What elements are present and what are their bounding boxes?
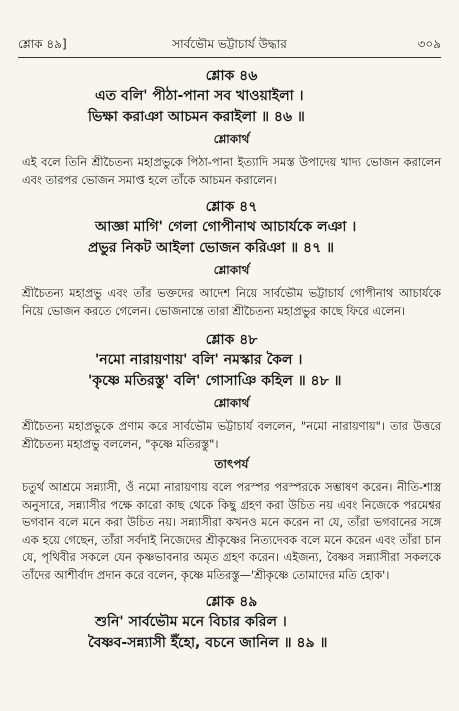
page-content xyxy=(22,66,441,654)
translation-label-47: শ্লোকার্থ xyxy=(213,263,250,277)
verse-heading-46: শ্লোক ৪৬ xyxy=(205,68,258,84)
header-chapter-title: সার্বভৌম ভট্টাচার্য উদ্ধার xyxy=(172,37,287,51)
translation-label-46: শ্লোকার্থ xyxy=(213,132,250,146)
page-number: ৩০৯ xyxy=(417,37,441,51)
verse-49-line-1: শুনি' সার্বভৌম মনে বিচার করিল । xyxy=(95,614,287,630)
verse-47-line-1: আজ্ঞা মাগি' গেলা গোপীনাথ আচার্যকে লঞা । xyxy=(95,219,357,235)
verse-heading-48: শ্লোক ৪৮ xyxy=(205,332,258,348)
purport-48: চতুর্থ আশ্রমে সন্ন্যাসী, ওঁ নমো নারায়ণায় বলে পরস্পর পরস্পরকে সম্ভাষণ করেন। নীতি-শাস্ত্র অনুসারে, সন্ন্যাসীর পক্ষে কারো কাছ থেকে কিছু গ্রহণ করা উচিত নয় এবং নিজেকে পরমেশ্বর ভগবান বলে মনে করা উচিত নয়। সন্ন্যাসীরা কখনও মনে করেন না যে, তাঁরা ভগবানের সঙ্গে এক হয়ে গেছেন, তাঁরা সর্বদাই নিজেদের শ্রীকৃষ্ণের নিত্যদেবক বলে মনে করেন এবং তাঁরা চান যে, পৃথিবীর সকলে যেন কৃষ্ণভাবনার অমৃত গ্রহণ করেন। এইজন্য, বৈষ্ণব সন্ন্যাসীরা সকলকে তাঁদের আশীর্বাদ প্রদান করে বলেন, কৃষ্ণে মতিরস্তু—'শ্রীকৃষ্ণে তোমাদের মতি হোক'। xyxy=(22,480,441,582)
header-verse-ref: শ্লোক ৪৯] xyxy=(18,37,67,51)
translation-47: শ্রীচৈতন্য মহাপ্রভু এবং তাঁর ভক্তদের আদেশ নিয়ে সার্বভৌম ভট্টাচার্য গোপীনাথ আচার্যকে নিয়ে ভোজন করতে গেলেন। ভোজনান্তে তারা শ্রীচৈতন্য মহাপ্রভুর কাছে ফিরে এলেন। xyxy=(22,286,441,318)
translation-48: শ্রীচৈতন্য মহাপ্রভুকে প্রণাম করে সার্বভৌম ভট্টাচার্য বললেন, "নমো নারায়ণায়"। তার উত্তরে শ্রীচৈতন্য মহাপ্রভু বললেন, "কৃষ্ণে মতিরস্তু"। xyxy=(22,419,441,451)
header-rule xyxy=(18,57,441,58)
verse-48-line-2: 'কৃষ্ণে মতিরস্তু' বলি' গোসাঞি কহিল ॥ ৪৮ ॥ xyxy=(88,373,342,389)
verse-heading-49: শ্লোক ৪৯ xyxy=(205,594,258,610)
page-header xyxy=(18,36,441,56)
verse-46-line-1: এত বলি' পীঠা-পানা সব খাওয়াইলা । xyxy=(95,88,304,104)
verse-47-line-2: প্রভুর নিকট আইলা ভোজন করিঞা ॥ ৪৭ ॥ xyxy=(88,240,335,256)
purport-label-48: তাৎপর্য xyxy=(214,457,249,471)
verse-heading-47: শ্লোক ৪৭ xyxy=(205,199,258,215)
verse-46-line-2: ভিক্ষা করাঞা আচমন করাইলা ॥ ৪৬ ॥ xyxy=(88,109,305,125)
verse-48-line-1: 'নমো নারায়ণায়' বলি' নমস্কার কৈল । xyxy=(95,352,303,368)
translation-46: এই বলে তিনি শ্রীচৈতন্য মহাপ্রভুকে পিঠা-পানা ইত্যাদি সমস্ত উপাদেয় খাদ্য ভোজন করালেন এবং তারপর ভোজন সমাপ্ত হলে তাঁকে আচমন করালেন। xyxy=(22,155,441,187)
verse-49-line-2: বৈষ্ণব-সন্ন্যাসী ইঁহো, বচনে জানিল ॥ ৪৯ ॥ xyxy=(88,635,328,651)
translation-label-48: শ্লোকার্থ xyxy=(213,396,250,410)
